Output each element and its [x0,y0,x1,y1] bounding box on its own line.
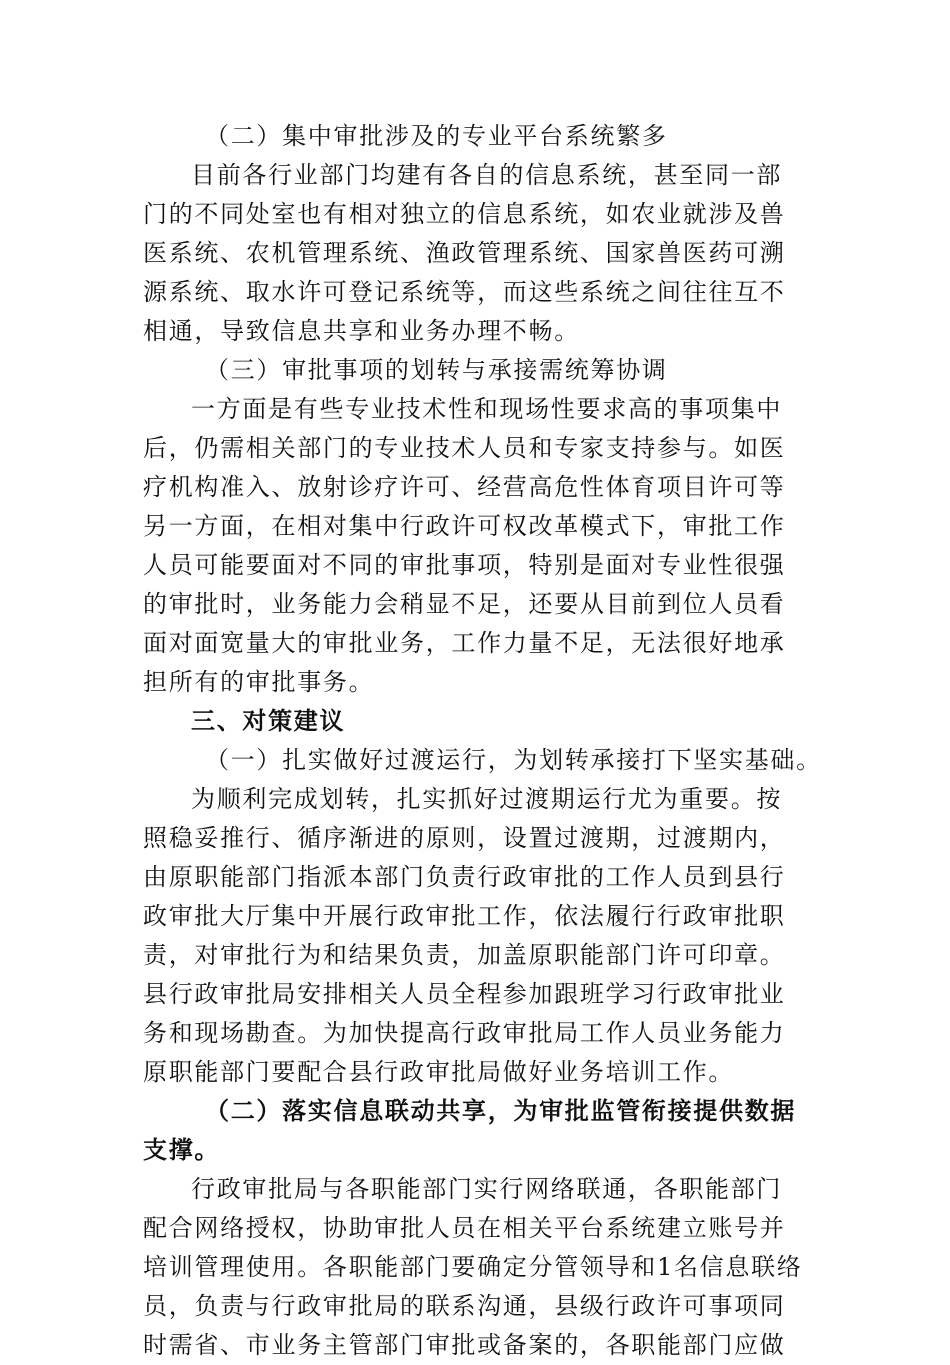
paragraph-line: 行政审批局与各职能部门实行网络联通，各职能部门 [191,1175,783,1203]
document-page [143,117,822,1365]
paragraph-line: 门的不同处室也有相对独立的信息系统，如农业就涉及兽 [143,200,786,228]
subheading-bold: （二）落实信息联动共享，为审批监管衔接提供数据 [205,1097,797,1125]
paragraph-line: 一方面是有些专业技术性和现场性要求高的事项集中 [191,395,783,423]
paragraph-line: 担所有的审批事务。 [143,668,375,696]
paragraph-line: 责，对审批行为和结果负责，加盖原职能部门许可印章。 [143,941,786,969]
paragraph-line: 面对面宽量大的审批业务，工作力量不足，无法很好地承 [143,629,786,657]
paragraph-line: 医系统、农机管理系统、渔政管理系统、国家兽医药可溯 [143,239,786,267]
paragraph-line: 的审批时，业务能力会稍显不足，还要从目前到位人员看 [143,590,786,618]
paragraph-line: 培训管理使用。各职能部门要确定分管领导和1名信息联络 [143,1253,803,1281]
paragraph-line: 目前各行业部门均建有各自的信息系统，甚至同一部 [191,161,783,189]
subheading: （三）审批事项的划转与承接需统筹协调 [205,356,668,384]
paragraph-line: 务和现场勘查。为加快提高行政审批局工作人员业务能力 [143,1019,786,1047]
paragraph-line: 疗机构准入、放射诊疗许可、经营高危性体育项目许可等 [143,473,786,501]
paragraph-line: 人员可能要面对不同的审批事项，特别是面对专业性很强 [143,551,786,579]
paragraph-line: 照稳妥推行、循序渐进的原则，设置过渡期，过渡期内， [143,824,786,852]
paragraph-line: 相通，导致信息共享和业务办理不畅。 [143,317,580,345]
section-heading: 三、对策建议 [191,707,346,735]
paragraph-line: 员，负责与行政审批局的联系沟通，县级行政许可事项同 [143,1292,786,1320]
paragraph-line: 政审批大厅集中开展行政审批工作，依法履行行政审批职 [143,902,786,930]
paragraph-line: 源系统、取水许可登记系统等，而这些系统之间往往互不 [143,278,786,306]
paragraph-line: 后，仍需相关部门的专业技术人员和专家支持参与。如医 [143,434,786,462]
paragraph-line: 县行政审批局安排相关人员全程参加跟班学习行政审批业 [143,980,786,1008]
paragraph-line: 由原职能部门指派本部门负责行政审批的工作人员到县行 [143,863,786,891]
paragraph-line: 配合网络授权，协助审批人员在相关平台系统建立账号并 [143,1214,786,1242]
paragraph-line: 另一方面，在相对集中行政许可权改革模式下，审批工作 [143,512,786,540]
paragraph-line: 原职能部门要配合县行政审批局做好业务培训工作。 [143,1058,735,1086]
subheading: （一）扎实做好过渡运行，为划转承接打下坚实基础。 [205,746,822,774]
paragraph-line: 支撑。 [143,1136,221,1164]
subheading: （二）集中审批涉及的专业平台系统繁多 [205,122,668,150]
paragraph-line: 为顺利完成划转，扎实抓好过渡期运行尤为重要。按 [191,785,783,813]
paragraph-line: 时需省、市业务主管部门审批或备案的，各职能部门应做 [143,1331,786,1359]
